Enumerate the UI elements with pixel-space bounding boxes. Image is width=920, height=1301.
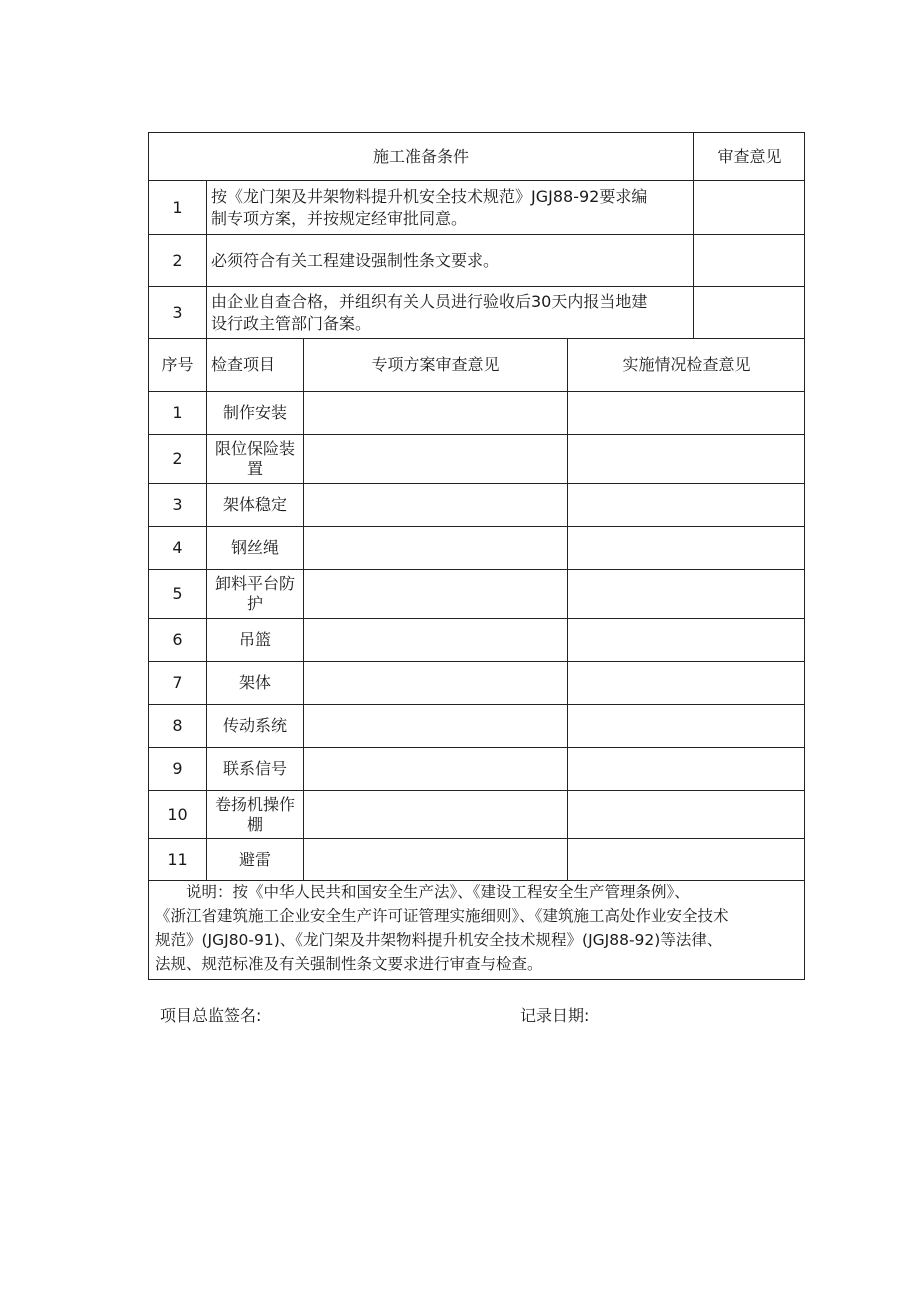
item-name-line: 联系信号 [222,759,287,778]
condition-no: 3 [172,302,183,322]
grid-line [149,569,805,570]
impl-check-cell[interactable] [568,570,805,618]
impl-check-cell[interactable] [568,527,805,569]
impl-check-cell[interactable] [568,662,805,704]
item-name [207,839,303,880]
item-name-line: 吊篮 [238,630,271,649]
plan-review-cell[interactable] [304,705,567,747]
plan-review-cell[interactable] [304,435,567,483]
plan-review-cell[interactable] [304,570,567,618]
grid-line [149,434,805,435]
item-name [207,484,303,526]
item-name [207,705,303,747]
impl-check-cell[interactable] [568,705,805,747]
grid-line [149,704,805,705]
inspection-table [148,132,805,980]
item-no: 11 [167,849,188,869]
item-name-line: 卸料平台防 [214,574,295,593]
impl-check-cell[interactable] [568,748,805,790]
item-name [207,392,303,434]
condition-text-line: 由企业自查合格，并组织有关人员进行验收后30天内报当地建 [211,291,648,311]
item-name-line: 架体稳定 [222,495,287,514]
item-name-line: 棚 [246,814,263,834]
grid-line [149,618,805,619]
item-name-line: 避雷 [238,849,271,869]
plan-review-cell[interactable] [304,392,567,434]
grid-line [303,338,304,880]
item-name-line: 制作安装 [222,403,287,422]
note-line: 法规、规范标准及有关强制性条文要求进行审查与检查。 [155,955,543,973]
condition-text-line: 制专项方案，并按规定经审批同意。 [211,208,468,228]
impl-check-cell[interactable] [568,484,805,526]
item-name-line: 护 [246,594,263,613]
grid-line [149,661,805,662]
grid-line [149,790,805,791]
signature-label: 项目总监签名: [160,1006,262,1025]
grid-line [149,838,805,839]
item-name-line: 架体 [238,673,271,692]
plan-review-cell[interactable] [304,527,567,569]
plan-review-cell[interactable] [304,484,567,526]
plan-review-header: 专项方案审查意见 [371,355,500,374]
item-name-line: 钢丝绳 [230,538,279,557]
item-name [207,791,303,838]
item-name-line: 置 [246,459,263,478]
note-line: 《浙江省建筑施工企业安全生产许可证管理实施细则》、《建筑施工高处作业安全技术 [155,907,729,925]
condition-no: 2 [172,250,183,270]
item-header: 检查项目 [211,355,276,374]
seq-header: 序号 [161,355,194,374]
item-no: 2 [172,449,183,468]
grid-line [206,180,207,880]
condition-review-cell[interactable] [694,235,805,286]
item-name-line: 传动系统 [222,716,287,735]
plan-review-cell[interactable] [304,748,567,790]
item-name [207,527,303,569]
plan-review-cell[interactable] [304,619,567,661]
item-name-line: 限位保险装 [214,439,295,458]
impl-check-header: 实施情况检查意见 [622,355,751,374]
impl-check-cell[interactable] [568,392,805,434]
grid-line [567,338,568,880]
item-name-line: 卷扬机操作 [214,794,295,814]
grid-line [149,180,805,181]
grid-line [149,526,805,527]
item-no: 3 [172,495,183,514]
plan-review-cell[interactable] [304,839,567,880]
condition-text [207,181,693,234]
item-no: 8 [172,716,183,735]
grid-line [149,391,805,392]
item-no: 1 [172,403,183,422]
review-opinion-header: 审查意见 [717,146,782,166]
item-name [207,435,303,483]
grid-line [149,234,805,235]
item-name [207,748,303,790]
item-name [207,619,303,661]
condition-review-cell[interactable] [694,287,805,338]
impl-check-cell[interactable] [568,619,805,661]
condition-no: 1 [172,197,183,217]
condition-review-cell[interactable] [694,181,805,234]
date-label: 记录日期: [520,1006,590,1025]
condition-text-line: 设行政主管部门备案。 [211,313,372,333]
item-name [207,662,303,704]
item-name [207,570,303,618]
conditions-header-title: 施工准备条件 [372,146,469,166]
note-line: 规范》(JGJ80-91)、《龙门架及井架物料提升机安全技术规程》(JGJ88-92)等法律、 [155,931,723,949]
item-no: 10 [167,804,188,824]
item-no: 9 [172,759,183,778]
impl-check-cell[interactable] [568,839,805,880]
condition-text-line: 按《龙门架及井架物料提升机安全技术规范》JGJ88-92要求编 [211,186,648,206]
condition-text [207,287,693,338]
plan-review-cell[interactable] [304,791,567,838]
grid-line [149,286,805,287]
item-no: 6 [172,630,183,649]
explanation-note [149,880,806,976]
note-line: 说明：按《中华人民共和国安全生产法》、《建设工程安全生产管理条例》、 [155,883,690,901]
condition-text: 必须符合有关工程建设强制性条文要求。 [211,250,500,270]
grid-line [149,483,805,484]
grid-line [693,133,694,338]
item-no: 5 [172,584,183,603]
grid-line [149,747,805,748]
impl-check-cell[interactable] [568,435,805,483]
impl-check-cell[interactable] [568,791,805,838]
item-no: 7 [172,673,183,692]
item-no: 4 [172,538,183,557]
grid-line [149,338,805,339]
plan-review-cell[interactable] [304,662,567,704]
